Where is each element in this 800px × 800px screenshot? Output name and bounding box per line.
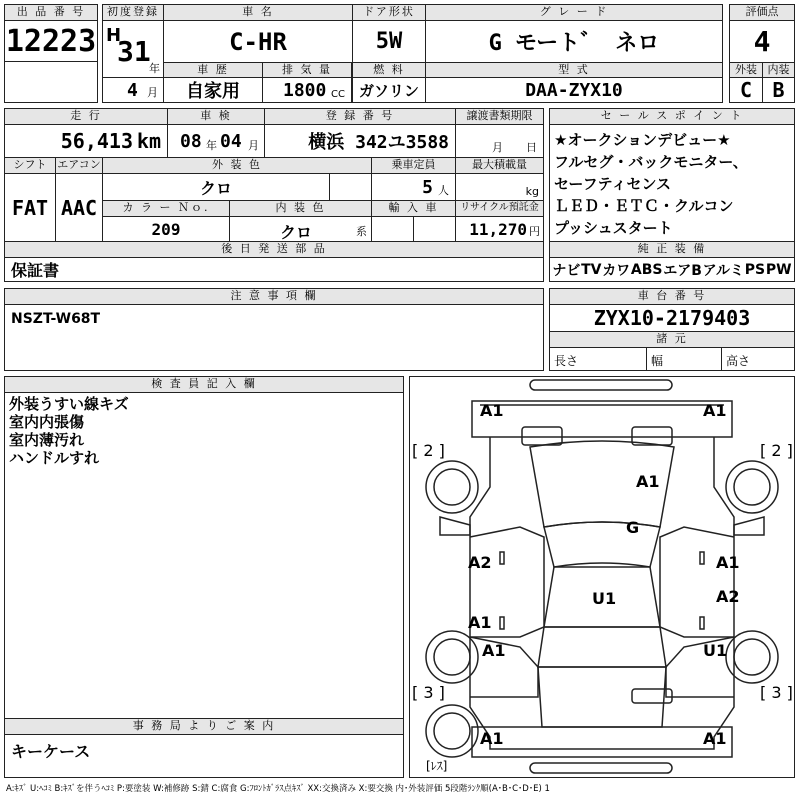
recycle-unit: 円 [529, 225, 540, 238]
damage-diagram [409, 376, 795, 778]
int-color-cell [229, 216, 372, 242]
chassis-label: 車 台 番 号 [549, 288, 795, 305]
history: 自家用 [163, 77, 263, 103]
mark-roof: U1 [592, 589, 617, 608]
spec-height: 高さ [721, 347, 795, 371]
color-empty [329, 173, 372, 201]
exterior-label: 外装 [729, 62, 763, 78]
first-reg-year-cell [102, 20, 164, 78]
inspector-notes [4, 392, 404, 719]
car-outline [410, 377, 794, 777]
import-label: 輸 入 車 [371, 200, 456, 217]
spec-width: 幅 [646, 347, 722, 371]
reg-year: 31 [117, 35, 151, 68]
mark-front-right: A1 [703, 401, 727, 420]
car-name: C-HR [163, 20, 353, 63]
legend: A:ｷｽﾞ U:ﾍｺﾐ B:ｷｽﾞを伴うﾍｺﾐ P:要塗装 W:補修跡 S:錆 C:腐食 G:ﾌﾛﾝﾄｶﾞﾗｽ点ｷｽﾞ XX:交換済み X:要交換 内･外装評価 5段階ﾗﾝｸ順(A･B･C･D･E) 1 [6, 784, 550, 794]
import-left [371, 216, 414, 242]
door-label: ドア形状 [352, 4, 426, 21]
equipment-item: ABS [630, 261, 663, 278]
mark-left-rear-door: A1 [468, 613, 492, 632]
sales-points-label: セ ー ル ス ポ イ ン ト [549, 108, 795, 125]
mark-front-left: A1 [480, 401, 504, 420]
era: H [106, 25, 122, 46]
reg-no-label: 登 録 番 号 [264, 108, 456, 125]
grade-label: グ レ ー ド [425, 4, 723, 21]
mark-bracket-3-left: [ 3 ] [412, 683, 445, 702]
km-unit: km [136, 129, 161, 153]
sales-line: プッシュスタート [554, 219, 673, 237]
lot-number-empty [4, 61, 98, 103]
equipment-label: 純 正 装 備 [549, 241, 795, 258]
chassis-number: ZYX10-2179403 [549, 304, 795, 332]
spec-length: 長さ [549, 347, 647, 371]
inspection-year: 08 [180, 131, 202, 152]
equipment-item: エアB [663, 262, 702, 279]
first-reg-month-cell [102, 77, 164, 103]
model: DAA-ZYX10 [425, 77, 723, 103]
sales-points [549, 124, 795, 242]
interior-grade: B [762, 77, 795, 103]
exterior-grade: C [729, 77, 763, 103]
int-color-label: 内 装 色 [229, 200, 372, 217]
color-no-label: カ ラ ー Ｎｏ. [102, 200, 230, 217]
capacity: 5 [422, 177, 433, 198]
transfer-label: 譲渡書類期限 [455, 108, 544, 125]
office-label: 事 務 局 よ り ご 案 内 [4, 718, 404, 735]
capacity-unit: 人 [438, 184, 449, 197]
mileage-label: 走 行 [4, 108, 168, 125]
ac: AAC [55, 173, 103, 242]
equipment-item: PW [765, 261, 792, 278]
interior-label: 内装 [762, 62, 795, 78]
int-color-unit: 系 [356, 225, 367, 238]
model-label: 型 式 [425, 62, 723, 78]
reg-month: 4 [127, 80, 138, 101]
score-label: 評価点 [729, 4, 795, 21]
mark-windshield: G [626, 518, 640, 537]
mark-hood: A1 [636, 472, 660, 491]
inspection-year-unit: 年 [206, 139, 217, 152]
fuel: ガソリン [352, 77, 426, 103]
load-cell [455, 173, 544, 201]
equipment-item: TV [581, 261, 602, 278]
mark-bracket-2-right: [ 2 ] [760, 441, 793, 460]
lot-number: 12223 [4, 20, 98, 62]
displacement: 1800 [283, 80, 327, 101]
later-parts: 保証書 [4, 257, 544, 282]
car-name-label: 車 名 [163, 4, 353, 21]
mark-rear-left: A1 [480, 729, 504, 748]
notes-label: 注 意 事 項 欄 [4, 288, 544, 305]
color-label: 外 装 色 [102, 157, 372, 174]
inspection-month-unit: 月 [248, 139, 259, 152]
inspector-line: ハンドルすれ [9, 449, 100, 467]
transfer-cell [455, 124, 544, 158]
capacity-label: 乗車定員 [371, 157, 456, 174]
sales-line: ＬＥＤ・ＥＴＣ・クルコン [554, 197, 734, 215]
door-type: 5W [352, 20, 426, 63]
inspector-line: 室内内張傷 [9, 413, 85, 431]
grade: G モート゛ ネロ [425, 20, 723, 63]
year-unit: 年 [149, 62, 160, 75]
displacement-cell [262, 77, 352, 103]
first-reg-label: 初度登録 [102, 4, 164, 21]
capacity-cell [371, 173, 456, 201]
recycle-label: リサイクル預託金 [455, 200, 544, 217]
later-parts-label: 後 日 発 送 部 品 [4, 241, 544, 258]
sales-line: セーフティセンス [554, 175, 672, 193]
displacement-label: 排 気 量 [262, 62, 352, 78]
shift: FAT [4, 173, 56, 242]
sales-line: ★オークションデビュー★ [554, 131, 731, 149]
mileage: 56,413 [60, 129, 133, 153]
transfer-day: 日 [526, 141, 537, 154]
load-label: 最大積載量 [455, 157, 544, 174]
inspector-line: 外装うすい線キズ [9, 395, 129, 413]
mark-right-rear-door: A2 [716, 587, 740, 606]
color: クロ [102, 173, 330, 201]
transfer-month: 月 [492, 141, 503, 154]
inspector-line: 室内薄汚れ [9, 431, 85, 449]
fuel-label: 燃 料 [352, 62, 426, 78]
equipment-item: アルミ [702, 262, 745, 279]
mark-right-quarter: U1 [703, 641, 728, 660]
sales-line: フルセグ・バックモニター、 [554, 153, 748, 171]
ac-label: エアコン [55, 157, 103, 174]
reg-no: 横浜 342ユ3588 [264, 124, 456, 158]
mark-bracket-3-right: [ 3 ] [760, 683, 793, 702]
spec-label: 諸 元 [549, 331, 795, 348]
mark-right-front-door: A1 [716, 553, 740, 572]
recycle-cell [455, 216, 544, 242]
equipment-item: カワ [602, 262, 631, 279]
equipment-item: ナビ [552, 262, 581, 279]
import-right [413, 216, 456, 242]
inspection-cell [167, 124, 265, 158]
office-note: キーケース [4, 734, 404, 778]
mark-rear-right: A1 [703, 729, 727, 748]
load-unit: kg [525, 185, 539, 198]
int-color: クロ [280, 223, 313, 242]
month-unit: 月 [147, 86, 158, 99]
cc-unit: CC [331, 89, 345, 100]
notes: NSZT-W68T [4, 304, 544, 371]
color-no: 209 [102, 216, 230, 242]
mark-left-front-door: A2 [468, 553, 492, 572]
inspector-label: 検 査 員 記 入 欄 [4, 376, 404, 393]
history-label: 車 歴 [163, 62, 263, 78]
score: 4 [729, 20, 795, 63]
mark-left-rear-quarter: A1 [482, 641, 506, 660]
inspection-label: 車 検 [167, 108, 265, 125]
shift-label: シフト [4, 157, 56, 174]
lot-number-label: 出 品 番 号 [4, 4, 98, 21]
mark-spare: [ﾚｽ] [426, 759, 448, 773]
equipment-item: PS [744, 261, 766, 278]
recycle: 11,270 [469, 220, 527, 239]
mileage-cell [4, 124, 168, 158]
equipment [549, 257, 795, 282]
mark-bracket-2-left: [ 2 ] [412, 441, 445, 460]
inspection-month: 04 [220, 131, 242, 152]
